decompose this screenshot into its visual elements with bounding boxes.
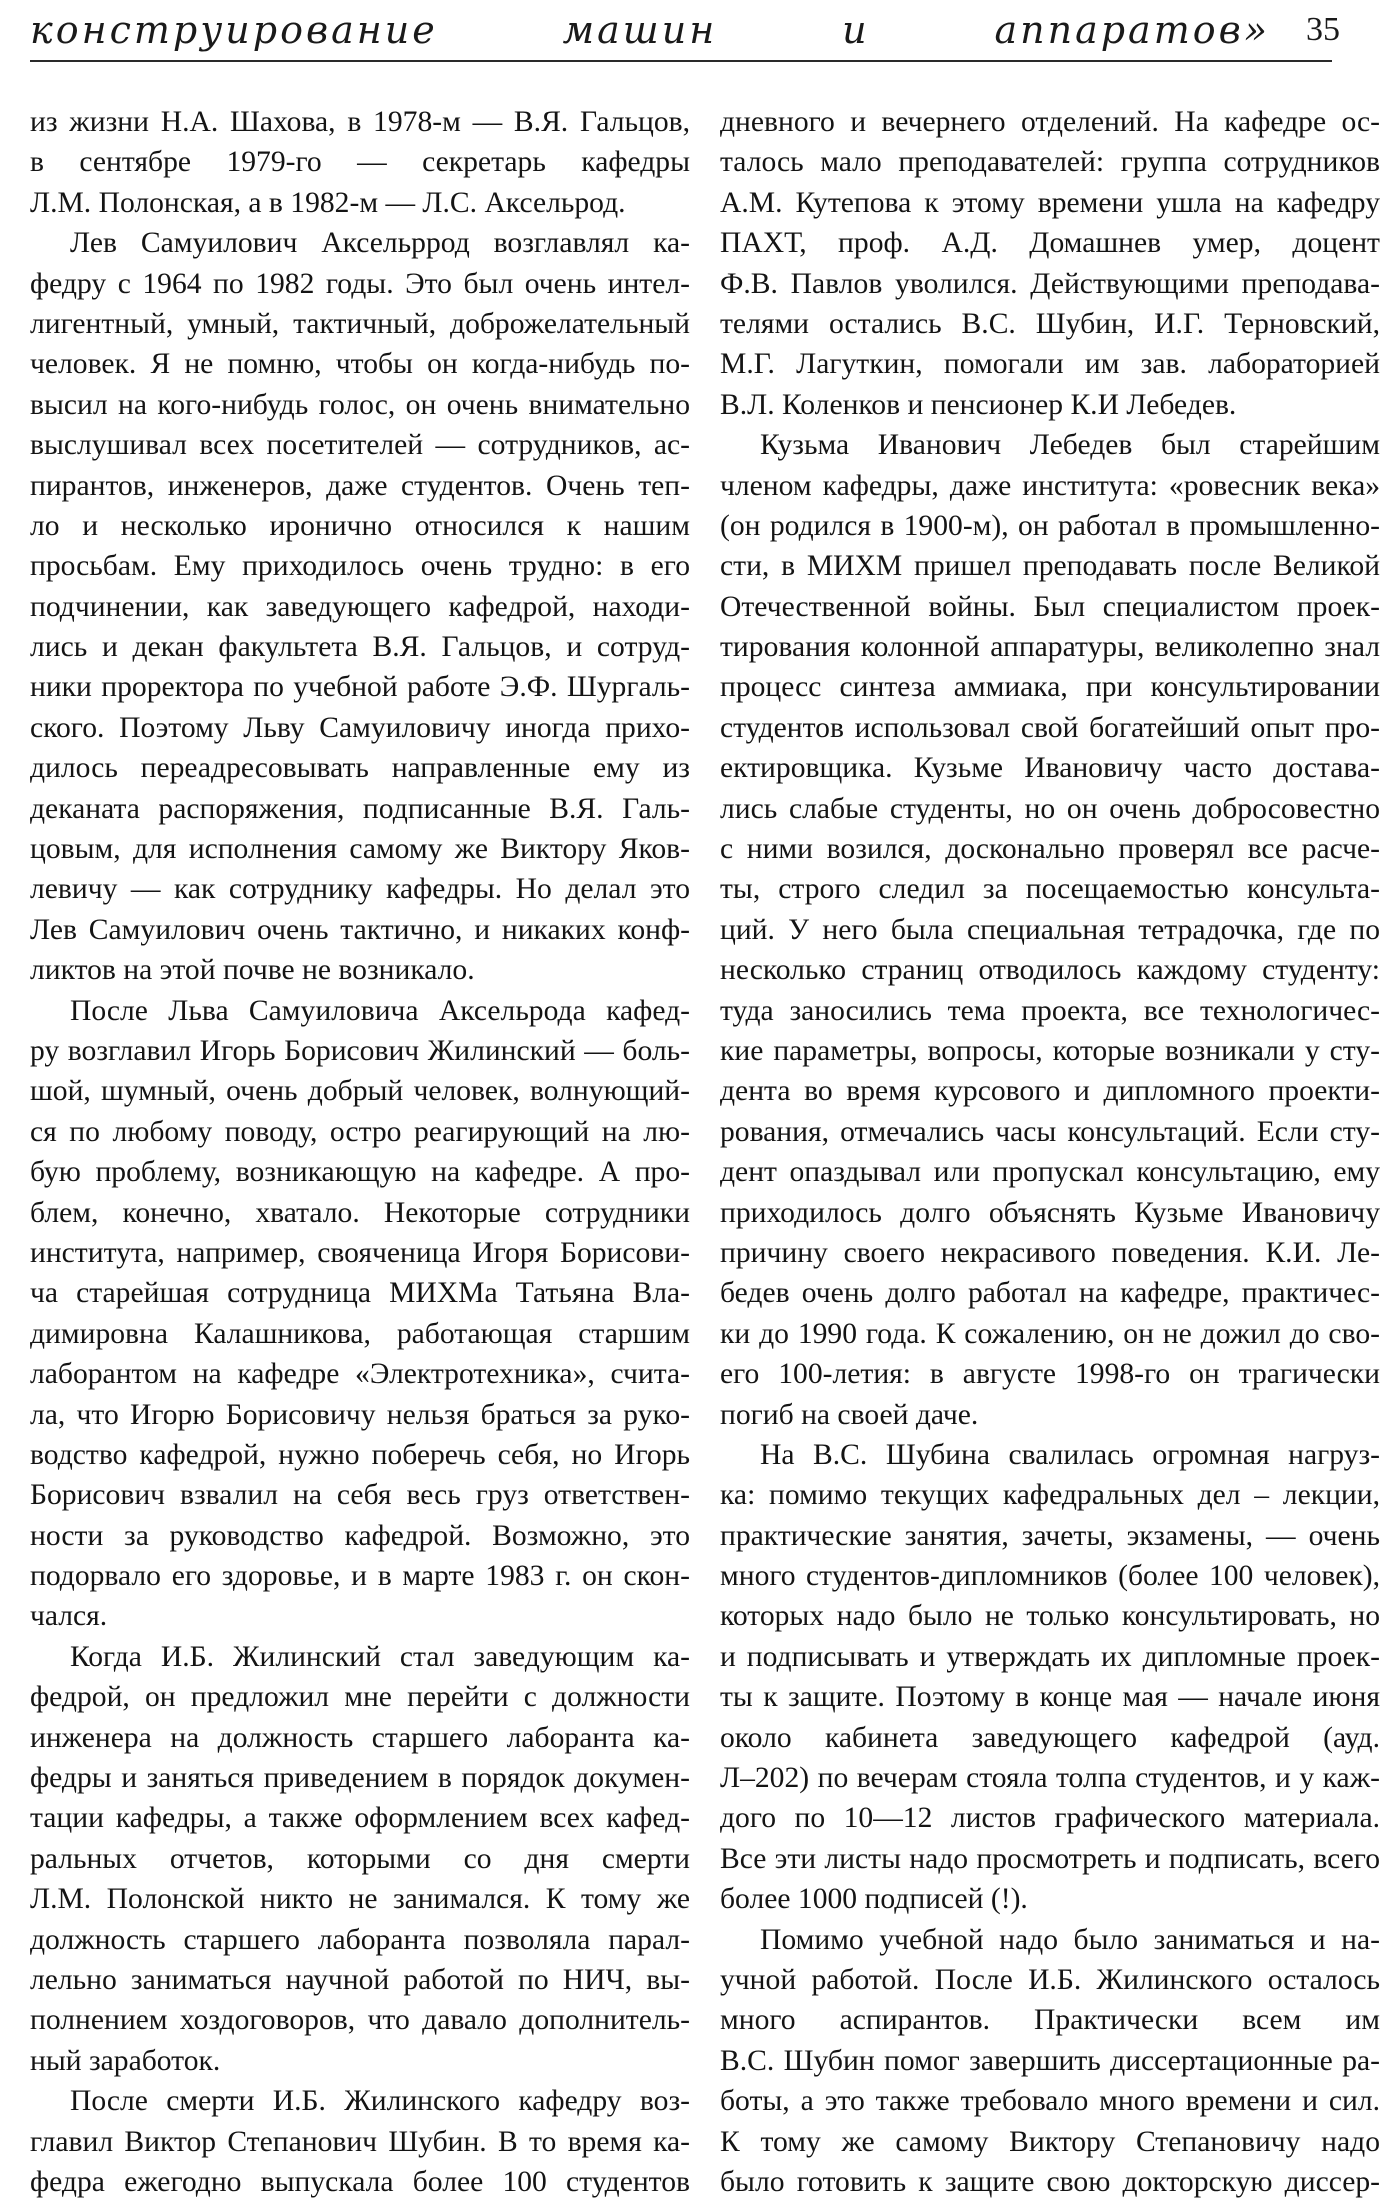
header-divider: [30, 60, 1332, 62]
text-line: Л.М. Полонской никто не занимался. К тому же: [30, 1883, 690, 1916]
text-line: лись и декан факультета В.Я. Гальцов, и сотруд-: [30, 631, 690, 664]
text-line: полнением хоздоговоров, что давало дополнитель-: [30, 2004, 690, 2037]
text-line: выслушивал всех посетителей — сотрудников, ас-: [30, 429, 690, 462]
text-line: ликтов на этой почве не возникало.: [30, 954, 475, 987]
text-line: ты, строго следил за посещаемостью консульта-: [720, 873, 1380, 906]
running-title-word: аппаратов»: [994, 8, 1270, 52]
text-line: сти, в МИХМ пришел преподавать после Великой: [720, 550, 1380, 583]
text-line: с ними возился, досконально проверял все расче-: [720, 833, 1380, 866]
text-line: около кабинета заведующего кафедрой (ауд.: [720, 1721, 1380, 1754]
text-line: дого по 10—12 листов графического материала.: [720, 1802, 1380, 1835]
text-line: ральных отчетов, которыми со дня смерти: [30, 1842, 690, 1875]
text-line: (он родился в 1900-м), он работал в промышленно-: [720, 509, 1380, 542]
left-text-column: [30, 102, 690, 2198]
text-line: дент опаздывал или пропускал консультацию, ему: [720, 1156, 1380, 1189]
text-line: тирования колонной аппаратуры, великолепно знал: [720, 631, 1380, 664]
text-line: М.Г. Лагуткин, помогали им зав. лабораторией: [720, 348, 1380, 381]
text-line: ности за руководство кафедрой. Возможно, это: [30, 1519, 690, 1552]
running-title-word: машин: [562, 8, 718, 52]
text-line: водство кафедрой, нужно поберечь себя, но Игорь: [30, 1438, 690, 1471]
page-number: 35: [1306, 11, 1340, 48]
text-line: На В.С. Шубина свалилась огромная нагруз-: [760, 1438, 1380, 1471]
text-line: бедев очень долго работал на кафедре, практичес-: [720, 1277, 1380, 1310]
text-line: причину своего некрасивого поведения. К.И. Ле-: [720, 1236, 1380, 1269]
text-line: ру возглавил Игорь Борисович Жилинский — боль-: [30, 1034, 690, 1067]
text-line: Все эти листы надо просмотреть и подписать, всего: [720, 1842, 1380, 1875]
text-line: Кузьма Иванович Лебедев был старейшим: [760, 429, 1380, 462]
text-line: из жизни Н.А. Шахова, в 1978-м — В.Я. Гальцов,: [30, 106, 690, 138]
text-line: подорвало его здоровье, и в марте 1983 г. он скон-: [30, 1560, 690, 1593]
text-line: просьбам. Ему приходилось очень трудно: в его: [30, 550, 690, 583]
text-line: федры и заняться приведением в порядок докумен-: [30, 1762, 690, 1795]
text-line: Помимо учебной надо было заниматься и на-: [760, 1923, 1380, 1956]
text-line: федрой, он предложил мне перейти с должности: [30, 1681, 690, 1714]
text-line: Ф.В. Павлов уволился. Действующими преподава-: [720, 267, 1380, 300]
text-line: туда заносились тема проекта, все технологичес-: [720, 994, 1380, 1027]
text-line: ный заработок.: [30, 2044, 221, 2077]
text-line: более 1000 подписей (!).: [720, 1883, 1028, 1916]
text-line: ло и несколько иронично относился к нашим: [30, 509, 690, 542]
text-line: было готовить к защите свою докторскую диссер-: [720, 2165, 1380, 2198]
text-line: шой, шумный, очень добрый человек, волнующий-: [30, 1075, 690, 1108]
text-line: несколько страниц отводилось каждому студенту:: [720, 954, 1380, 987]
text-line: рования, отмечались часы консультаций. Если сту-: [720, 1115, 1380, 1148]
text-line: его 100-летия: в августе 1998-го он трагически: [720, 1358, 1380, 1391]
text-line: После Льва Самуиловича Аксельрода кафед-: [70, 994, 690, 1027]
text-line: высил на кого-нибудь голос, он очень внимательно: [30, 388, 690, 421]
text-line: должность старшего лаборанта позволяла парал-: [30, 1923, 690, 1956]
text-line: ники проректора по учебной работе Э.Ф. Шургаль-: [30, 671, 690, 704]
text-line: приходилось долго объяснять Кузьме Ивановичу: [720, 1196, 1380, 1229]
text-line: Лев Самуилович Аксельррод возглавлял ка-: [70, 227, 690, 260]
text-line: талось мало преподавателей: группа сотрудников: [720, 146, 1380, 179]
text-line: студентов использовал свой богатейший опыт про-: [720, 711, 1380, 744]
text-line: которых надо было не только консультировать, но: [720, 1600, 1380, 1633]
running-title-word: конструирование: [30, 8, 438, 52]
text-line: ча старейшая сотрудница МИХМа Татьяна Вла-: [30, 1277, 690, 1310]
text-line: телями остались В.С. Шубин, И.Г. Терновский,: [720, 307, 1380, 340]
text-line: много студентов-дипломников (более 100 человек),: [720, 1560, 1380, 1593]
text-line: института, например, свояченица Игоря Борисови-: [30, 1236, 690, 1269]
text-line: ций. У него была специальная тетрадочка, где по: [720, 913, 1380, 946]
text-line: дилось переадресовывать направленные ему из: [30, 752, 690, 785]
text-line: Когда И.Б. Жилинский стал заведующим ка-: [70, 1640, 690, 1673]
text-line: и подписывать и утверждать их дипломные проек-: [720, 1640, 1380, 1673]
text-line: Борисович взвалил на себя весь груз ответствен-: [30, 1479, 690, 1512]
text-line: Л–202) по вечерам стояла толпа студентов, и у каж-: [720, 1762, 1380, 1795]
text-line: ты к защите. Поэтому в конце мая — начале июня: [720, 1681, 1380, 1714]
page-header: [30, 4, 1340, 56]
text-line: лигентный, умный, тактичный, доброжелательный: [30, 307, 690, 340]
text-line: пирантов, инженеров, даже студентов. Очень теп-: [30, 469, 690, 502]
text-line: тации кафедры, а также оформлением всех кафед-: [30, 1802, 690, 1835]
text-line: ка: помимо текущих кафедральных дел – лекции,: [720, 1479, 1380, 1512]
text-line: федра ежегодно выпускала более 100 студентов: [30, 2165, 690, 2198]
text-line: в сентябре 1979-го — секретарь кафедры: [30, 146, 690, 179]
text-line: В.С. Шубин помог завершить диссертационные ра-: [720, 2044, 1380, 2077]
text-line: боты, а это также требовало много времени и сил.: [720, 2085, 1380, 2118]
text-line: кие параметры, вопросы, которые возникали у сту-: [720, 1034, 1380, 1067]
text-line: дневного и вечернего отделений. На кафедре ос-: [720, 106, 1380, 138]
text-line: левичу — как сотруднику кафедры. Но делал это: [30, 873, 690, 906]
text-line: Лев Самуилович очень тактично, и никаких конф-: [30, 913, 690, 946]
text-line: ки до 1990 года. К сожалению, он не дожил до сво-: [720, 1317, 1380, 1350]
text-line: К тому же самому Виктору Степановичу надо: [720, 2125, 1380, 2158]
text-line: лельно заниматься научной работой по НИЧ, вы-: [30, 1963, 690, 1996]
text-line: членом кафедры, даже института: «ровесник века»: [720, 469, 1380, 502]
text-line: ла, что Игорю Борисовичу нельзя браться за руко-: [30, 1398, 690, 1431]
text-line: димировна Калашникова, работающая старшим: [30, 1317, 690, 1350]
text-line: человек. Я не помню, чтобы он когда-нибудь по-: [30, 348, 690, 381]
text-line: много аспирантов. Практически всем им: [720, 2004, 1380, 2037]
text-line: дента во время курсового и дипломного проекти-: [720, 1075, 1380, 1108]
running-title-word: и: [842, 8, 870, 52]
text-line: цовым, для исполнения самому же Виктору Яков-: [30, 833, 690, 866]
text-line: учной работой. После И.Б. Жилинского осталось: [720, 1963, 1380, 1996]
text-line: лаборантом на кафедре «Электротехника», счита-: [30, 1358, 690, 1391]
text-line: А.М. Кутепова к этому времени ушла на кафедру: [720, 186, 1380, 219]
text-line: ПАХТ, проф. А.Д. Домашнев умер, доцент: [720, 227, 1380, 260]
text-line: процесс синтеза аммиака, при консультировании: [720, 671, 1380, 704]
text-line: чался.: [30, 1600, 108, 1633]
text-line: практические занятия, зачеты, экзамены, — очень: [720, 1519, 1380, 1552]
text-line: ся по любому поводу, остро реагирующий на лю-: [30, 1115, 690, 1148]
text-line: блем, конечно, хватало. Некоторые сотрудники: [30, 1196, 690, 1229]
text-line: подчинении, как заведующего кафедрой, находи-: [30, 590, 690, 623]
text-line: ектировщика. Кузьме Ивановичу часто достава-: [720, 752, 1380, 785]
text-line: деканата распоряжения, подписанные В.Я. Галь-: [30, 792, 690, 825]
text-line: федру с 1964 по 1982 годы. Это был очень интел-: [30, 267, 690, 300]
right-text-column: [720, 102, 1380, 2198]
text-line: Отечественной войны. Был специалистом проек-: [720, 590, 1380, 623]
text-line: Л.М. Полонская, а в 1982-м — Л.С. Аксельрод.: [30, 186, 626, 219]
running-title: [30, 4, 1270, 56]
text-line: бую проблему, возникающую на кафедре. А про-: [30, 1156, 690, 1189]
text-line: главил Виктор Степанович Шубин. В то время ка-: [30, 2125, 690, 2158]
text-line: инженера на должность старшего лаборанта ка-: [30, 1721, 690, 1754]
text-line: В.Л. Коленков и пенсионер К.И Лебедев.: [720, 388, 1237, 421]
text-line: погиб на своей даче.: [720, 1398, 979, 1431]
text-line: ского. Поэтому Льву Самуиловичу иногда прихо-: [30, 711, 690, 744]
text-line: После смерти И.Б. Жилинского кафедру воз-: [70, 2085, 690, 2118]
text-line: лись слабые студенты, но он очень добросовестно: [720, 792, 1380, 825]
